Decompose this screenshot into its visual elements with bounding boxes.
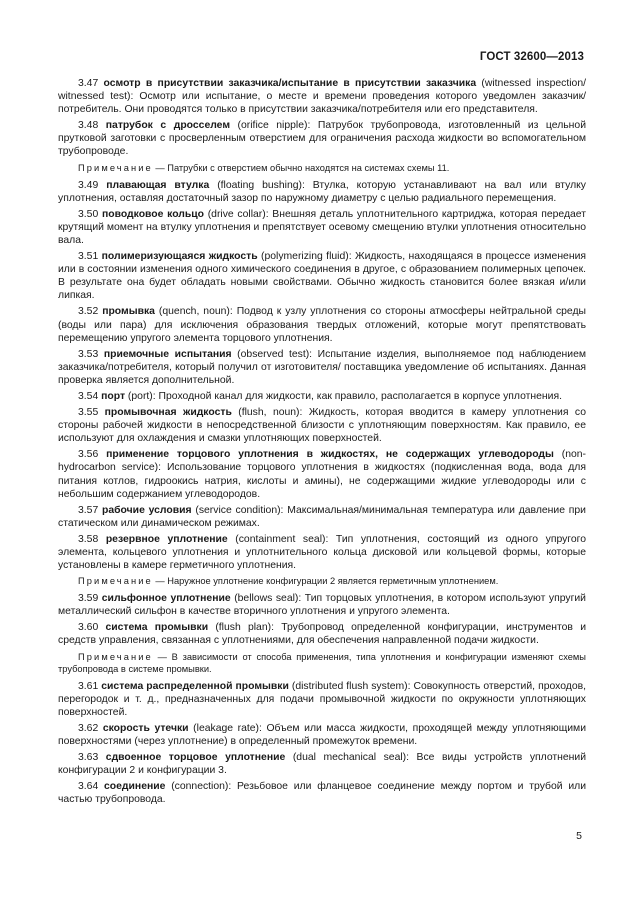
definition-entry [58,780,586,806]
entry-number: 3.53 [78,348,99,360]
entry-number: 3.55 [78,407,99,419]
entry-definition: (orifice nipple): Патрубок трубопровода, изготовленный из цельной прутковой заготовки с просверленным отверстием для ограничения расхода жидкости во вспомогательном трубопроводе. [58,120,586,158]
entry-term: патрубок с дросселем [105,120,231,132]
entry-definition: (bellows seal): Тип торцовых уплотнения, в котором используют упругий металлический сильфон в качестве вторичного уплотнения и упругого элемента. [58,593,586,618]
entry-term: рабочие условия [102,504,192,516]
entry-definition: (drive collar): Внешняя деталь уплотнительного картриджа, которая передает крутящий момент на втулку уплотнения и препятствует осевому смещению втулки уплотнения относительно вала. [58,208,586,246]
entry-definition: (flush, noun): Жидкость, которая вводится в камеру уплотнения со стороны рабочей жидкости в непосредственной близости с уплотняющим поверхностям. Как правило, ее используют для охлаждения и смазки уплотняющих поверхностей. [58,407,586,445]
definition-entry [58,504,586,530]
note [58,651,586,675]
definition-entry [58,621,586,647]
entry-definition: (non-hydrocarbon service): Использование торцового уплотнения в жидкостях (подкисленная вода, вода для питания котлов, гидроокись натрия, кислоты и амины), не содержащими жидкие углеводороды или с небольшим содержанием углеводородов. [58,449,586,500]
entry-number: 3.49 [78,179,99,191]
entry-term: полимеризующаяся жидкость [101,251,258,263]
entry-definition: (dual mechanical seal): Все виды устройств уплотнений конфигурации 2 и конфигурации 3. [58,752,586,777]
entry-number: 3.56 [78,449,99,461]
definition-entry [58,348,586,387]
entry-term: резервное уплотнение [105,533,228,545]
definition-entry [58,533,586,572]
entry-number: 3.51 [78,251,99,263]
entry-term: приемочные испытания [103,348,232,360]
entry-term: скорость утечки [102,722,189,734]
note-text: — В зависимости от способа применения, типа уплотнения и конфигурации изменяют схемы трубопровода в системе промывки. [58,651,586,674]
note-label: Примечание [78,651,153,662]
entry-number: 3.47 [78,78,99,89]
definition-entry [58,179,586,205]
definition-entry [58,406,586,445]
entry-definition: (polymerizing fluid): Жидкость, находящаяся в процессе изменения или в состоянии изменения одного химического соединения в другое, с образованием полимерных цепочек. В результате она будет обладать новыми свойствами. Обычно жидкость становится более вязкая и/или липкая. [58,251,587,302]
entry-number: 3.58 [78,533,99,545]
entry-definition: (quench, noun): Подвод к узлу уплотнения со стороны атмосферы нейтральной среды (воды или пара) для исключения образования твердых отложений, которые могут препятствовать перемещению упругого элемента торцового уплотнения. [58,306,586,344]
entry-term: система распределенной промывки [101,680,289,692]
entry-definition: (containment seal): Тип уплотнения, состоящий из одного упругого элемента, кольцевого уплотнения и уплотнительного кольца дисковой или кольцевой формы, которые установлены в камере герметичного уплотнения. [58,533,586,572]
page-number: 5 [576,830,582,842]
definition-entry [58,77,586,116]
entry-definition: (observed test): Испытание изделия, выполняемое под наблюдением заказчика/потребителя, который получил от изготовителя/ поставщика уведомление об испытаниях. Данная проверка является дополнительной. [58,348,586,386]
entry-term: промывка [102,306,155,318]
entry-term: плавающая втулка [106,179,210,191]
entry-term: применение торцового уплотнения в жидкостях, не содержащих углеводороды [106,449,554,461]
entry-number: 3.52 [78,306,99,318]
entry-term: осмотр в присутствии заказчика/испытание в присутствии заказчика [103,78,477,89]
note-label: Примечание [78,576,153,587]
entry-definition: (connection): Резьбовое или фланцевое соединение между портом и трубой или частью трубопровода. [58,781,586,806]
entry-definition: (flush plan): Трубопровод определенной конфигурации, инструментов и средств управления, связанная с уплотнениями, для обеспечения направленной подачи жидкости. [58,622,586,647]
definition-entry [58,208,586,247]
entry-term: система промывки [105,622,209,634]
definition-entry [58,592,586,618]
note [58,575,586,587]
entry-number: 3.63 [78,752,99,764]
note-text: — Патрубки с отверстием обычно находятся на системах схемы 11. [152,162,450,173]
entry-definition: (service condition): Максимальная/минимальная температура или давление при статическом или динамическом режимах. [58,504,586,529]
entry-number: 3.48 [78,120,99,132]
definition-entry [58,305,586,344]
definition-entry [58,119,586,158]
entry-term: порт [101,390,126,402]
definition-entry [58,680,586,719]
entry-definition: (leakage rate): Объем или масса жидкости, проходящей между уплотняющими поверхностями (через уплотнение) в определенный промежуток времени. [58,722,586,747]
definition-entry [58,751,586,777]
definition-entry [58,390,586,403]
entry-number: 3.64 [78,781,99,793]
document-header: ГОСТ 32600—2013 [479,51,584,63]
entry-number: 3.62 [78,722,99,734]
note-text: — Наружное уплотнение конфигурации 2 является герметичным уплотнением. [152,576,499,587]
entry-number: 3.59 [78,593,99,605]
definition-entry [58,722,586,748]
note [58,162,586,174]
entry-number: 3.60 [78,622,99,634]
entry-definition: (floating bushing): Втулка, которую устанавливают на вал или втулку уплотнения, оставляя достаточный зазор по наружному диаметру с целью радиального перемещения. [58,179,586,204]
entry-definition: (witnessed inspection/ witnessed test): Осмотр или испытание, о месте и времени проведения которого уведомлен заказчик/потребитель. Они проводятся только в присутствии заказчика/потребителя или его представителя. [58,78,586,116]
document-body [58,77,586,809]
entry-term: поводковое кольцо [101,208,205,220]
entry-definition: (port): Проходной канал для жидкости, как правило, располагается в корпусе уплотнения. [125,390,562,402]
entry-definition: (distributed flush system): Совокупность отверстий, проходов, перегородок и т. д., предназначенных для подачи промывочной жидкости по окружности уплотняющих поверхностей. [58,680,587,718]
note-label: Примечание [78,162,153,173]
entry-number: 3.57 [78,504,99,516]
entry-term: сдвоенное торцовое уплотнение [105,752,286,764]
entry-number: 3.54 [78,390,99,402]
entry-term: сильфонное уплотнение [101,593,231,605]
entry-number: 3.61 [78,680,99,692]
definition-entry [58,448,586,500]
definition-entry [58,250,586,302]
entry-term: соединение [104,781,166,793]
entry-term: промывочная жидкость [104,407,232,419]
entry-number: 3.50 [78,208,99,220]
